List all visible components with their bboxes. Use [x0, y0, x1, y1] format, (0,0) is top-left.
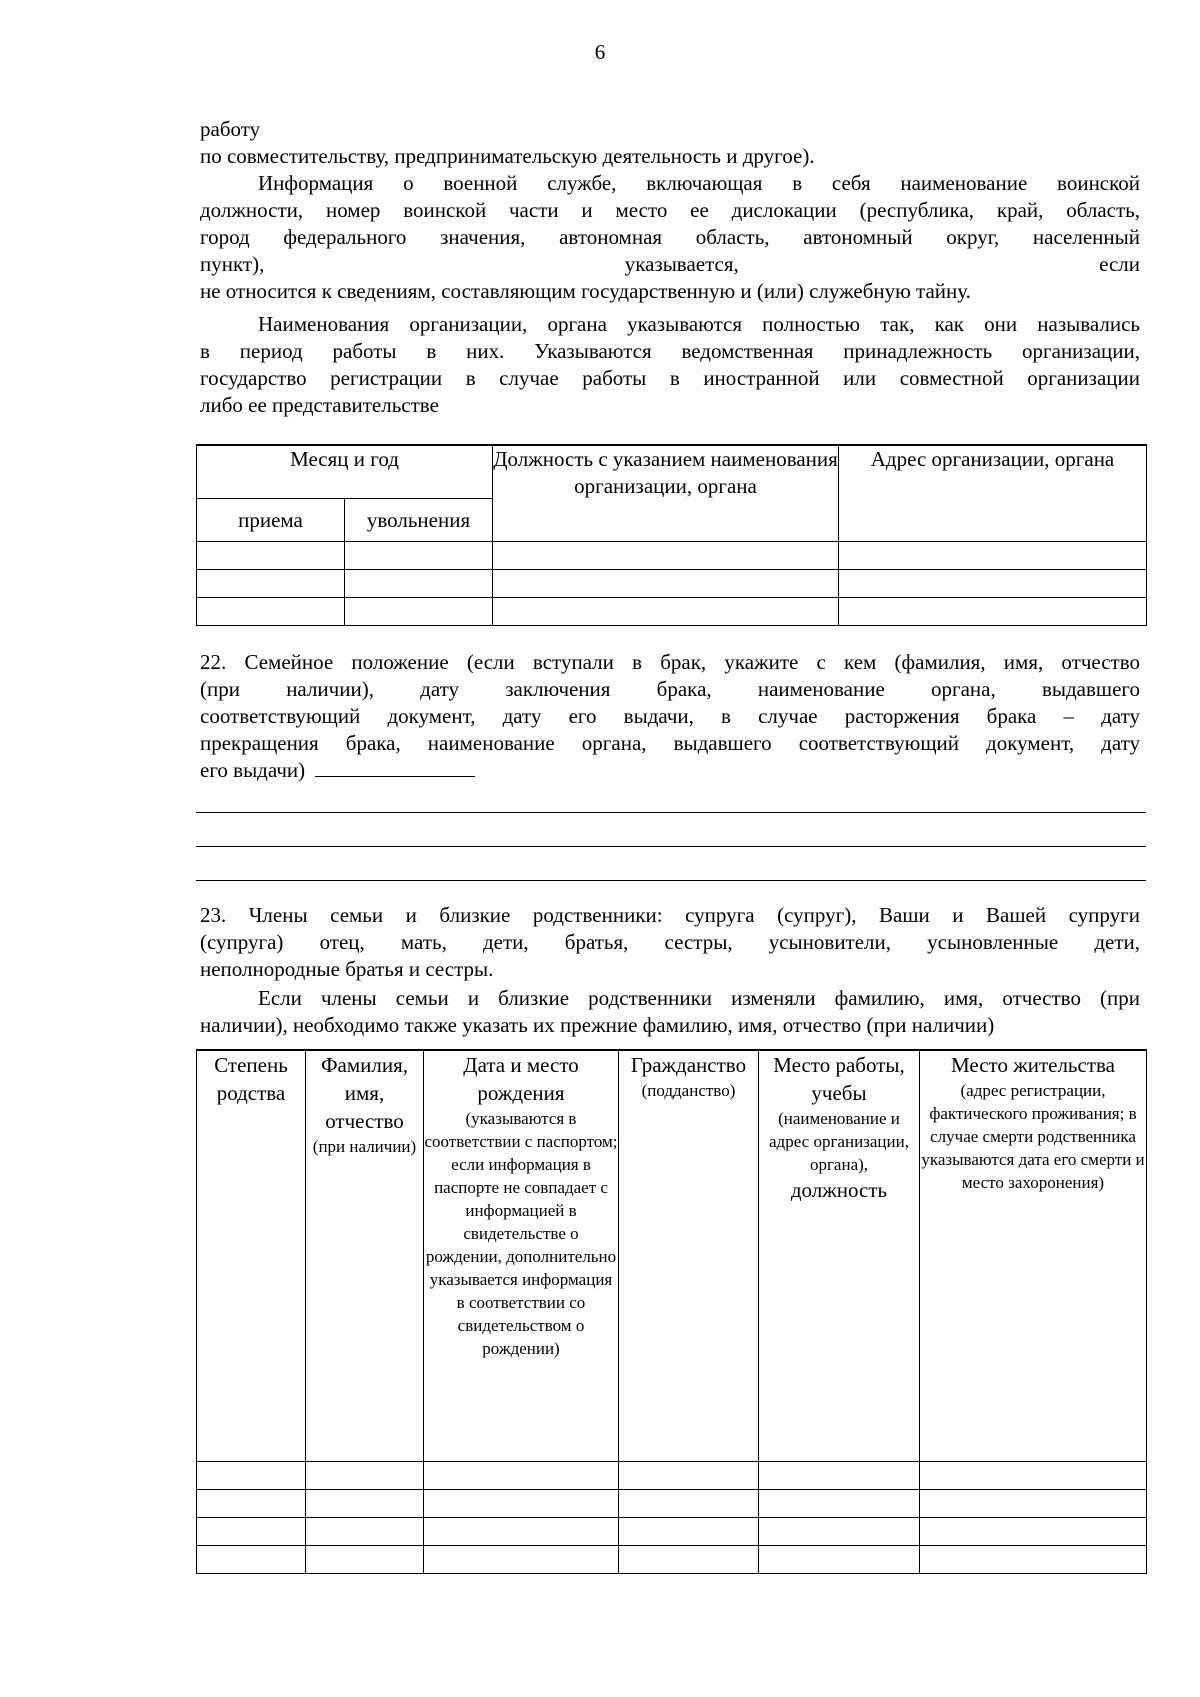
- table-cell[interactable]: [345, 570, 493, 598]
- header-relation: Степень родства: [197, 1050, 306, 1462]
- text-line: Информация о военной службе, включающая в себя наименование воинской: [258, 171, 1140, 195]
- table-cell[interactable]: [920, 1490, 1147, 1518]
- table-cell[interactable]: [759, 1490, 920, 1518]
- table-cell[interactable]: [197, 542, 345, 570]
- header-hired: приема: [197, 499, 345, 542]
- text-line: работу: [200, 117, 261, 141]
- table-row: [197, 1490, 1147, 1518]
- header-position: Должность с указанием наименования организации, органа: [493, 445, 839, 542]
- table-cell[interactable]: [759, 1518, 920, 1546]
- family-members-table: [196, 1049, 1147, 1574]
- answer-blank[interactable]: [315, 760, 475, 777]
- table-cell[interactable]: [197, 1546, 306, 1574]
- table-cell[interactable]: [920, 1462, 1147, 1490]
- table-cell[interactable]: [493, 598, 839, 626]
- table-row: [197, 1546, 1147, 1574]
- table-cell[interactable]: [493, 542, 839, 570]
- section-22-line: прекращения брака, наименование органа, выдавшего соответствующий документ, дату: [200, 731, 1140, 755]
- table-cell[interactable]: [345, 542, 493, 570]
- text-line: город федерального значения, автономная область, автономный округ, населенный: [200, 225, 1140, 249]
- text-line: по совместительству, предпринимательскую деятельность и другое).: [200, 144, 815, 168]
- table-cell[interactable]: [197, 1462, 306, 1490]
- header-full-name: Фамилия, имя, отчество (при наличии): [306, 1050, 424, 1462]
- section-23-line: (супруга) отец, мать, дети, братья, сестры, усыновители, усыновленные дети,: [200, 930, 1140, 954]
- section-23-line: Если члены семьи и близкие родственники изменяли фамилию, имя, отчество (при: [258, 986, 1140, 1010]
- header-citizenship: Гражданство (подданство): [619, 1050, 759, 1462]
- header-birth: Дата и место рождения (указываются в соответствии с паспортом; если информация в паспорте не совпадает с информацией в свидетельстве о рождении, дополнительно указывается информация в соответствии со свидетельством о рождении): [424, 1050, 619, 1462]
- table-cell[interactable]: [619, 1518, 759, 1546]
- table-cell[interactable]: [197, 570, 345, 598]
- table-cell[interactable]: [839, 542, 1147, 570]
- table-row: [197, 598, 1147, 626]
- header-dismissed: увольнения: [345, 499, 493, 542]
- header-month-year: Месяц и год: [197, 445, 493, 499]
- table-row: [197, 570, 1147, 598]
- text-line: Наименования организации, органа указываются полностью так, как они назывались: [258, 312, 1140, 336]
- table-cell[interactable]: [345, 598, 493, 626]
- table-cell[interactable]: [306, 1462, 424, 1490]
- text-line: должности, номер воинской части и место ее дислокации (республика, край, область,: [200, 198, 1140, 222]
- header-residence: Место жительства (адрес регистрации, фактического проживания; в случае смерти родственника указываются дата его смерти и место захоронения): [920, 1050, 1147, 1462]
- text-line: пункт), указывается, если: [200, 252, 1140, 276]
- table-cell[interactable]: [839, 598, 1147, 626]
- table-cell[interactable]: [424, 1518, 619, 1546]
- section-22-line: (при наличии), дату заключения брака, наименование органа, выдавшего: [200, 677, 1140, 701]
- table-cell[interactable]: [306, 1490, 424, 1518]
- section-22-line: его выдачи): [200, 757, 1140, 784]
- table-row: [197, 542, 1147, 570]
- header-address: Адрес организации, органа: [839, 445, 1147, 542]
- table-cell[interactable]: [619, 1490, 759, 1518]
- answer-line[interactable]: [196, 812, 1146, 813]
- table-cell[interactable]: [920, 1546, 1147, 1574]
- answer-line[interactable]: [196, 880, 1146, 881]
- table-cell[interactable]: [424, 1490, 619, 1518]
- work-history-table: [196, 444, 1147, 626]
- table-cell[interactable]: [759, 1462, 920, 1490]
- table-cell[interactable]: [759, 1546, 920, 1574]
- table-cell[interactable]: [619, 1462, 759, 1490]
- table-cell[interactable]: [306, 1546, 424, 1574]
- section-23-line: 23. Члены семьи и близкие родственники: супруга (супруг), Ваши и Вашей супруги: [200, 903, 1140, 927]
- table-row: [197, 1462, 1147, 1490]
- page-number: 6: [594, 40, 606, 64]
- text-line: государство регистрации в случае работы в иностранной или совместной организации: [200, 366, 1140, 390]
- table-cell[interactable]: [424, 1546, 619, 1574]
- section-23-line: неполнородные братья и сестры.: [200, 957, 494, 981]
- section-22-line: соответствующий документ, дату его выдачи, в случае расторжения брака – дату: [200, 704, 1140, 728]
- header-work-study: Место работы, учебы (наименование и адрес организации, органа), должность: [759, 1050, 920, 1462]
- text-line: в период работы в них. Указываются ведомственная принадлежность организации,: [200, 339, 1140, 363]
- table-cell[interactable]: [197, 1518, 306, 1546]
- table-cell[interactable]: [839, 570, 1147, 598]
- table-cell[interactable]: [619, 1546, 759, 1574]
- section-23-line: наличии), необходимо также указать их прежние фамилию, имя, отчество (при наличии): [200, 1013, 995, 1037]
- answer-line[interactable]: [196, 846, 1146, 847]
- text-line: не относится к сведениям, составляющим государственную и (или) служебную тайну.: [200, 279, 971, 303]
- table-cell[interactable]: [424, 1462, 619, 1490]
- section-22-line: 22. Семейное положение (если вступали в брак, укажите с кем (фамилия, имя, отчество: [200, 650, 1140, 674]
- table-cell[interactable]: [197, 598, 345, 626]
- table-cell[interactable]: [920, 1518, 1147, 1546]
- text-line: либо ее представительстве: [200, 393, 439, 417]
- table-cell[interactable]: [306, 1518, 424, 1546]
- table-cell[interactable]: [493, 570, 839, 598]
- table-row: [197, 1518, 1147, 1546]
- table-cell[interactable]: [197, 1490, 306, 1518]
